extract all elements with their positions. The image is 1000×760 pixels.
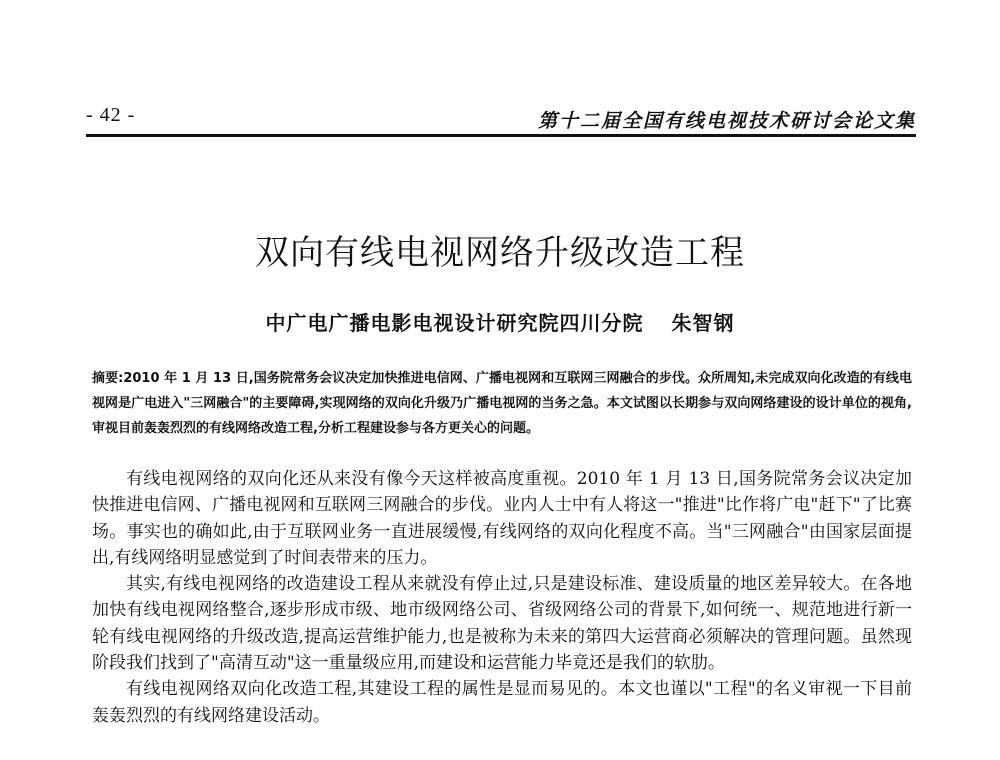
paper-title: 双向有线电视网络升级改造工程: [255, 233, 745, 273]
paragraph: 其实,有线电视网络的改造建设工程从来就没有停止过,只是建设标准、建设质量的地区差异较大。在各地加快有线电视网络整合,逐步形成市级、地市级网络公司、省级网络公司的背景下,如何统一、规范地进行新一轮有线电视网络的升级改造,提高运营维护能力,也是被称为未来的第四大运营商必须解决的管理问题。虽然现阶段我们找到了"高清互动"这一重量级应用,而建设和运营能力毕竟还是我们的软肋。: [92, 574, 912, 674]
affiliation: 中广电广播电影电视设计研究院四川分院: [265, 311, 644, 335]
page-number: - 42 -: [86, 104, 136, 126]
paragraph: 有线电视网络双向化改造工程,其建设工程的属性是显而易见的。本文也谨以"工程"的名义审视一下目前轰轰烈烈的有线网络建设活动。: [92, 679, 912, 726]
header-rule: [86, 134, 916, 137]
paragraph: 有线电视网络的双向化还从来没有像今天这样被高度重视。2010 年 1 月 13 日,国务院常务会议决定加快推进电信网、广播电视网和互联网三网融合的步伐。业内人士中有人将这一"推进"比作将广电"赶下"了比赛场。事实也的确如此,由于互联网业务一直进展缓慢,有线网络的双向化程度不高。当"三网融合"由国家层面提出,有线网络明显感觉到了时间表带来的压力。: [92, 469, 912, 568]
journal-title: 第十二届全国有线电视技术研讨会论文集: [537, 110, 916, 132]
running-header: [86, 104, 916, 134]
byline: [0, 307, 1000, 336]
body-text: [92, 466, 912, 729]
author: 朱智钢: [671, 311, 735, 335]
abstract: 摘要:2010 年 1 月 13 日,国务院常务会议决定加快推进电信网、广播电视网和互联网三网融合的步伐。众所周知,未完成双向化改造的有线电视网是广电进入"三网融合"的主要障碍,实现网络的双向化升级乃广播电视网的当务之急。本文试图以长期参与双向网络建设的设计单位的视角,审视目前轰轰烈烈的有线网络改造工程,分析工程建设参与各方更关心的问题。: [92, 371, 912, 436]
